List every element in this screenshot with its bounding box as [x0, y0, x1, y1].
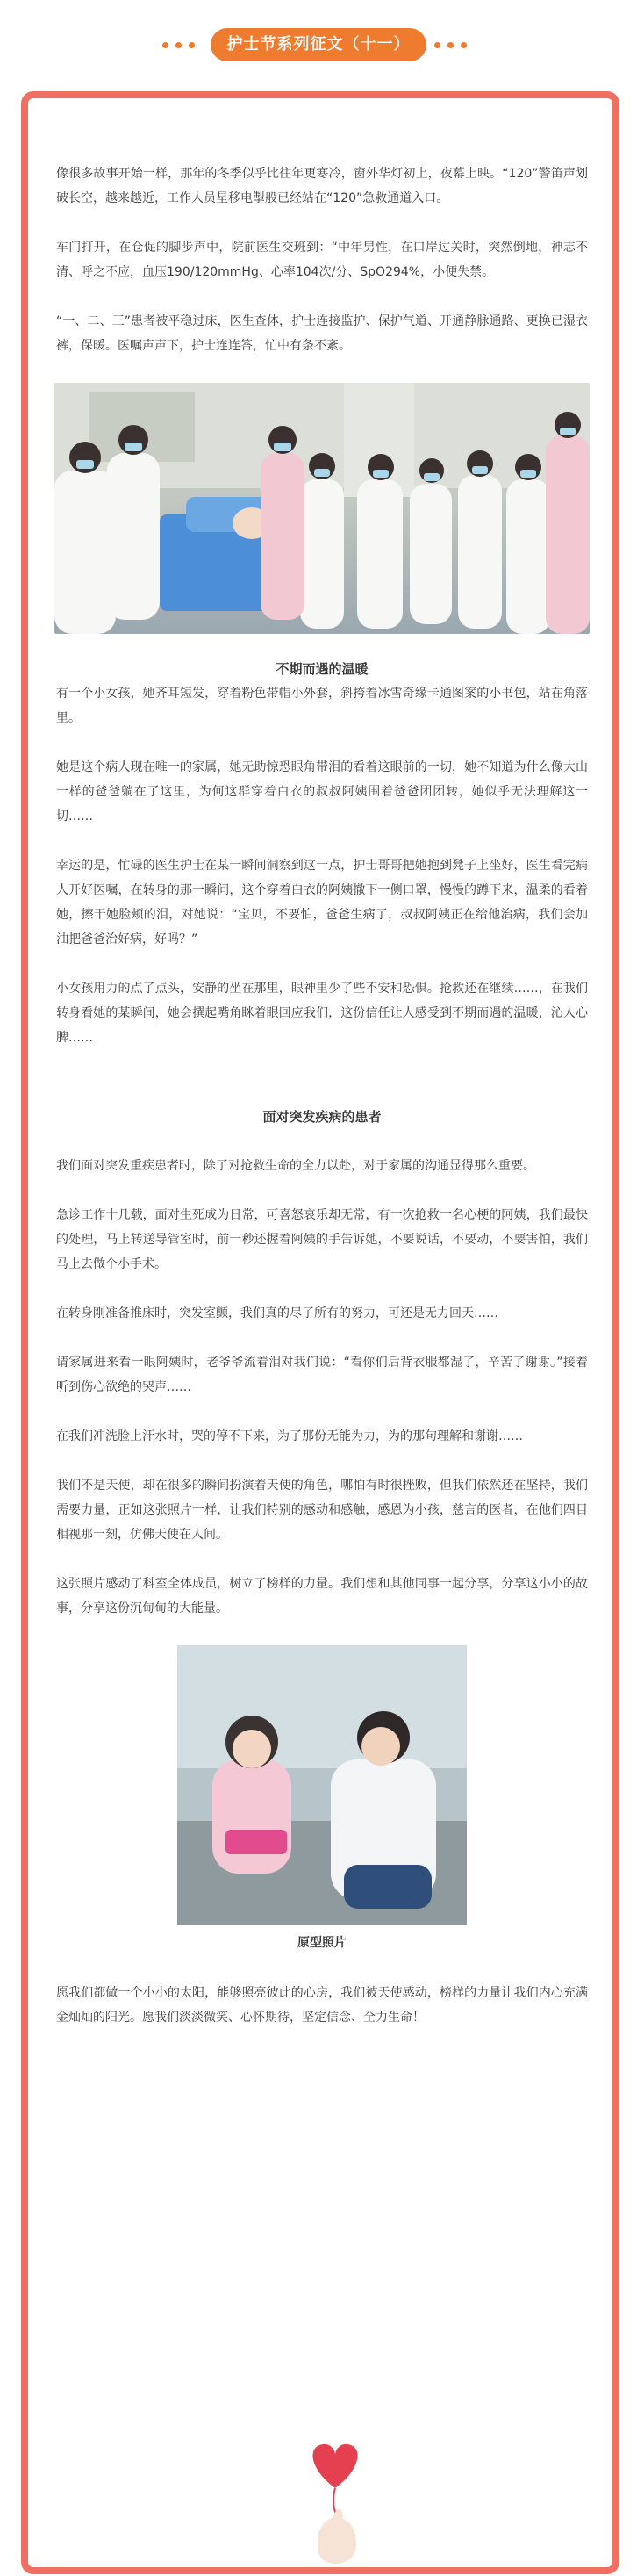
prototype-photo-illustration: [177, 1645, 467, 1925]
heart-balloon-icon: [291, 2437, 379, 2569]
paragraph-12: 在我们冲洗脸上汗水时，哭的停不下来，为了那份无能为力，为的那句理解和谢谢……: [56, 1429, 523, 1443]
prototype-photo: [177, 1645, 467, 1925]
header: [0, 25, 637, 63]
section-title-warmth: 不期而遇的温暖: [276, 661, 369, 677]
page-title: 护士节系列征文（十一）: [211, 28, 426, 61]
article-content: [56, 162, 588, 2054]
rescue-team-photo: [54, 383, 590, 634]
paragraph-14: 这张照片感动了科室全体成员，树立了榜样的力量。我们想和其他同事一起分享，分享这小小的故事，分享这份沉甸甸的大能量。: [56, 1577, 588, 1615]
left-dots-decoration: [162, 42, 195, 48]
paragraph-10: 在转身刚准备推床时，突发室颤，我们真的尽了所有的努力，可还是无力回天……: [56, 1306, 498, 1320]
paragraph-11: 请家属进来看一眼阿姨时，老爷爷流着泪对我们说：“看你们后背衣服都湿了，辛苦了谢谢。”接着听到伤心欲绝的哭声……: [56, 1356, 588, 1394]
paragraph-15: 愿我们都做一个小小的太阳，能够照亮彼此的心房，我们被天使感动，榜样的力量让我们内心充满金灿灿的阳光。愿我们淡淡微笑、心怀期待，坚定信念、全力生命！: [56, 1986, 588, 2025]
paragraph-7: 小女孩用力的点了点头，安静的坐在那里，眼神里少了些不安和恐惧。抢救还在继续……，在我们转身看她的某瞬间，她会撰起嘴角眯着眼回应我们，这份信任让人感受到不期而遇的温暖，沁人心脾……: [56, 982, 588, 1045]
paragraph-5: 她是这个病人现在唯一的家属，她无助惊恐眼角带泪的看着这眼前的一切，她不知道为什么像大山一样的爸爸躺在了这里，为何这群穿着白衣的叔叔阿姨围着爸爸团团转，她似乎无法理解这一切……: [56, 760, 588, 824]
paragraph-8: 我们面对突发重疾患者时，除了对抢救生命的全力以赴，对于家属的沟通显得那么重要。: [56, 1159, 535, 1173]
paragraph-6: 幸运的是，忙碌的医生护士在某一瞬间洞察到这一点，护士哥哥把她抱到凳子上坐好，医生看完病人开好医嘱，在转身的那一瞬间，这个穿着白衣的阿姨撤下一侧口罩，慢慢的蹲下来，温柔的看着她，擦干她脸颊的泪，对她说：“宝贝，不要怕，爸爸生病了，叔叔阿姨正在给他治病，我们会加油把爸爸治好病，好吗？”: [56, 859, 588, 946]
paragraph-2: 车门打开，在仓促的脚步声中，院前医生交班到：“中年男性，在口岸过关时，突然倒地，神志不清、呼之不应，血压190/120mmHg、心率104次/分、SpO294%，小便失禁。: [56, 241, 588, 279]
section-title-sudden-illness: 面对突发疾病的患者: [262, 1109, 382, 1125]
paragraph-9: 急诊工作十几载，面对生死成为日常，可喜怒哀乐却无常，有一次抢救一名心梗的阿姨，我们最快的处理，马上转送导管室时，前一秒还握着阿姨的手告诉她，不要说话，不要动，不要害怕，我们马上去做个小手术。: [56, 1208, 588, 1271]
rescue-team-photo-illustration: [54, 383, 590, 634]
photo-caption: 原型照片: [297, 1936, 347, 1950]
paragraph-3: “一、二、三”患者被平稳过床，医生查体，护士连接监护、保护气道、开通静脉通路、更换已湿衣裤，保暖。医嘱声声下，护士连连答，忙中有条不紊。: [56, 314, 588, 353]
paragraph-13: 我们不是天使，却在很多的瞬间扮演着天使的角色，哪怕有时很挫败，但我们依然还在坚持，我们需要力量，正如这张照片一样，让我们特别的感动和感触，感恩为小孩，慈言的医者，在他们四目相视那一刻，仿佛天使在人间。: [56, 1479, 588, 1542]
paragraph-1: 像很多故事开始一样，那年的冬季似乎比往年更寒冷，窗外华灯初上，夜幕上映。“120”警笛声划破长空，越来越近，工作人员星移电掣般已经站在“120”急救通道入口。: [56, 167, 588, 205]
paragraph-4: 有一个小女孩，她齐耳短发，穿着粉色带帽小外套，斜挎着冰雪奇缘卡通图案的小书包，站在角落里。: [56, 687, 588, 725]
article-frame: [21, 91, 619, 2574]
right-dots-decoration: [434, 42, 467, 48]
